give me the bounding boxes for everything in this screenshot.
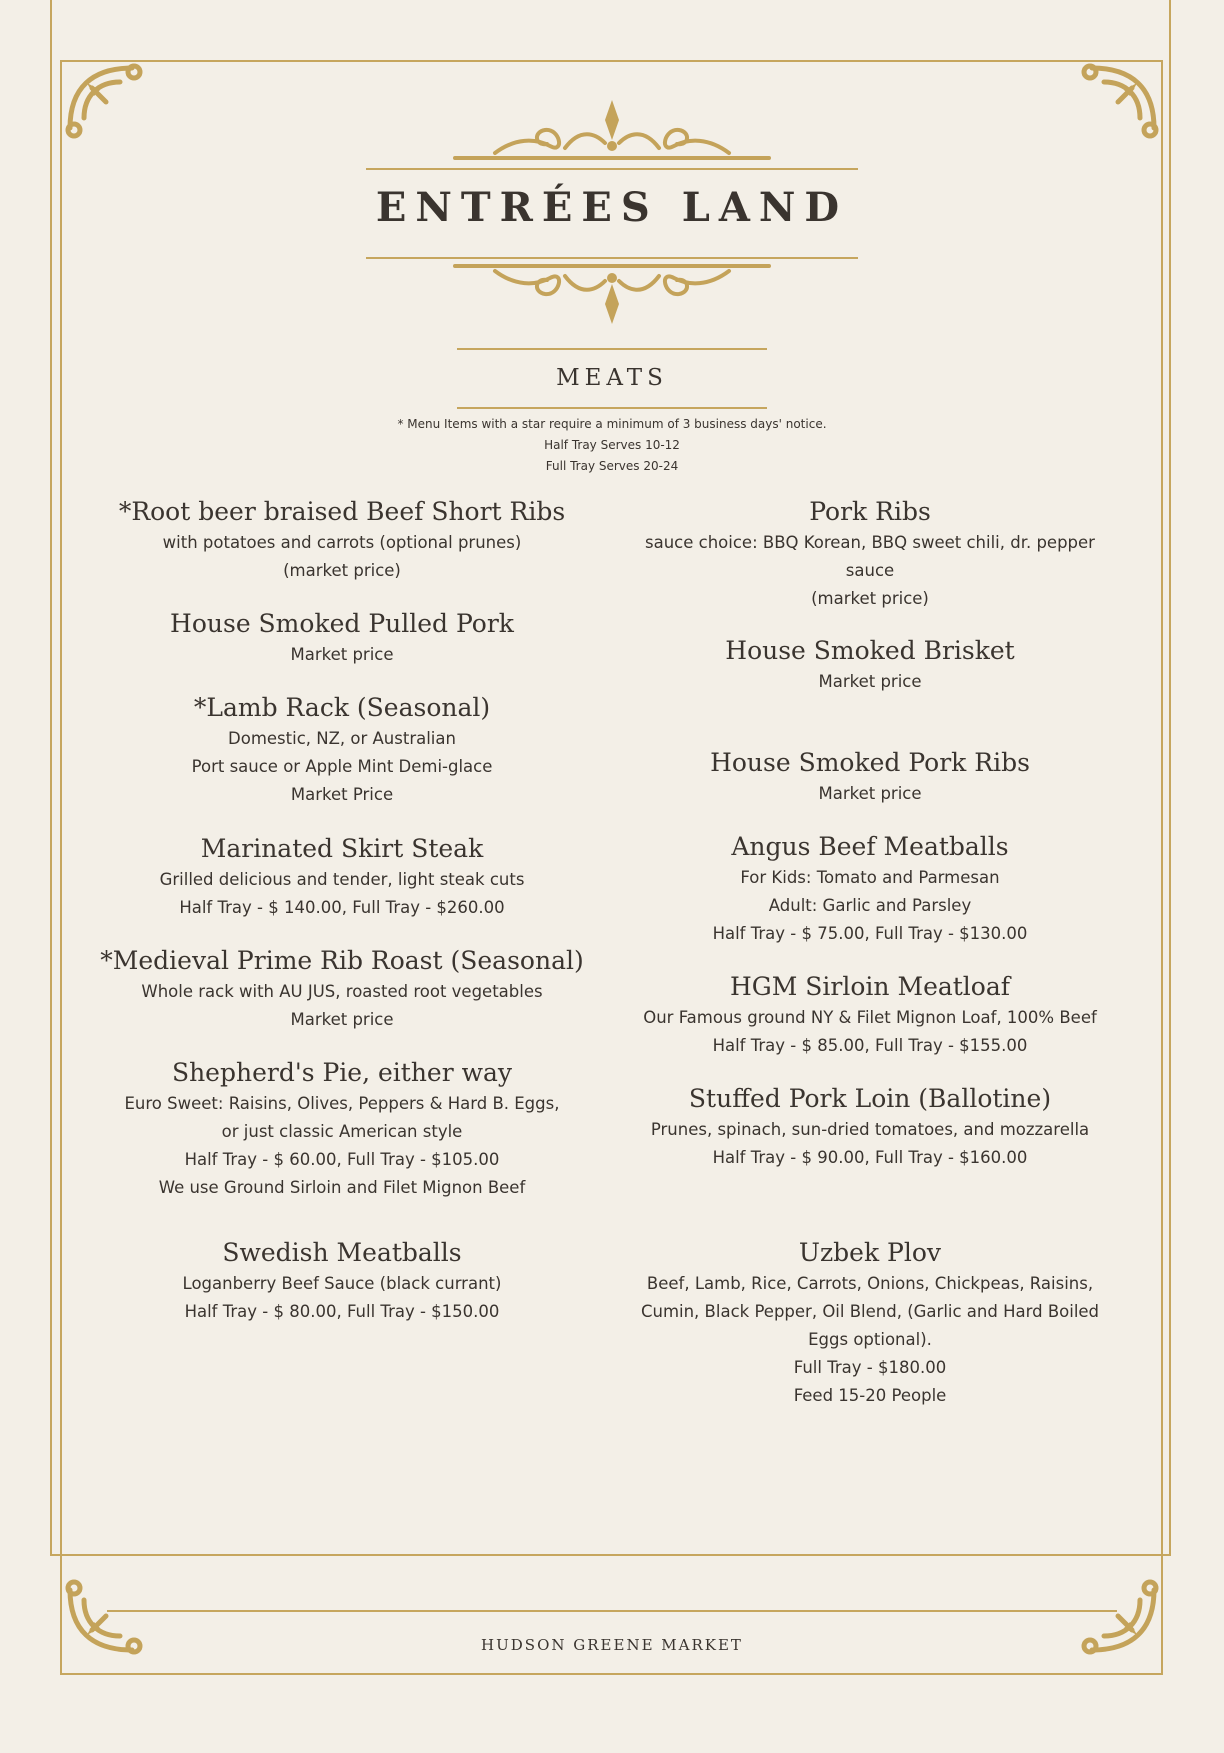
- title-rule-top: [366, 168, 858, 170]
- menu-item-desc: Domestic, NZ, or Australian: [228, 729, 456, 748]
- page-title: ENTRÉES LAND: [375, 184, 849, 231]
- section-title: MEATS: [556, 365, 668, 391]
- menu-item-desc: Half Tray - $ 75.00, Full Tray - $130.00: [712, 924, 1028, 943]
- section-rule-bottom: [457, 407, 767, 409]
- menu-item: [72, 1236, 612, 1326]
- frame-inner-right: [1161, 60, 1163, 1675]
- menu-item-desc: Adult: Garlic and Parsley: [768, 896, 972, 915]
- menu-item-desc: Half Tray - $ 60.00, Full Tray - $105.00: [184, 1150, 500, 1169]
- menu-item-name: *Lamb Rack (Seasonal): [193, 693, 491, 722]
- menu-item-desc: Eggs optional).: [808, 1330, 932, 1349]
- menu-item: [72, 1056, 612, 1202]
- menu-item-desc: Market price: [818, 784, 922, 803]
- frame-bottom: [60, 1673, 1163, 1675]
- menu-item-desc: Half Tray - $ 85.00, Full Tray - $155.00: [712, 1036, 1028, 1055]
- menu-item-desc: We use Ground Sirloin and Filet Mignon Beef: [158, 1178, 526, 1197]
- note-line: Full Tray Serves 20-24: [545, 459, 679, 473]
- menu-item-desc: Euro Sweet: Raisins, Olives, Peppers & Hard B. Eggs,: [124, 1094, 560, 1113]
- menu-item-name: Pork Ribs: [809, 497, 931, 526]
- menu-item-desc: For Kids: Tomato and Parmesan: [740, 868, 1000, 887]
- note-line: * Menu Items with a star require a minimum of 3 business days' notice.: [397, 417, 827, 431]
- menu-item: [72, 691, 612, 809]
- menu-item-name: Stuffed Pork Loin (Ballotine): [688, 1084, 1052, 1113]
- menu-item-name: House Smoked Pulled Pork: [170, 609, 514, 638]
- flourish-top-icon: [455, 98, 769, 160]
- menu-item-desc: Half Tray - $ 80.00, Full Tray - $150.00: [184, 1302, 500, 1321]
- footer-brand: HUDSON GREENE MARKET: [481, 1636, 743, 1654]
- section-rule-top: [457, 348, 767, 350]
- menu-item-desc: Market price: [290, 1010, 394, 1029]
- menu-item-desc: with potatoes and carrots (optional prunes): [162, 533, 522, 552]
- menu-item-name: House Smoked Pork Ribs: [710, 748, 1030, 777]
- menu-item-desc: Market price: [290, 645, 394, 664]
- footer-rule: [107, 1610, 1117, 1612]
- menu-item: [600, 1236, 1140, 1410]
- menu-item-desc: Cumin, Black Pepper, Oil Blend, (Garlic and Hard Boiled: [640, 1302, 1100, 1321]
- notes: [0, 414, 1224, 477]
- menu-item-desc: sauce choice: BBQ Korean, BBQ sweet chili, dr. pepper: [645, 533, 1095, 552]
- frame-mid: [50, 1554, 1171, 1556]
- menu-item-desc: Whole rack with AU JUS, roasted root vegetables: [141, 982, 543, 1001]
- menu-item: [600, 495, 1140, 613]
- menu-item: [600, 1082, 1140, 1172]
- menu-item-desc: Market price: [818, 672, 922, 691]
- note-line: Half Tray Serves 10-12: [544, 438, 680, 452]
- menu-item: [600, 746, 1140, 808]
- menu-item: [72, 944, 612, 1034]
- flourish-bottom-icon: [455, 264, 769, 326]
- menu-item-desc: Full Tray - $180.00: [793, 1358, 947, 1377]
- menu-item-desc: or just classic American style: [221, 1122, 463, 1141]
- frame-outer-left: [50, 0, 52, 1556]
- menu-item-desc: (market price): [283, 561, 401, 580]
- menu-item-desc: Half Tray - $ 140.00, Full Tray - $260.00: [179, 898, 505, 917]
- menu-item-desc: (market price): [811, 589, 929, 608]
- corner-ornament-icon: [1072, 58, 1162, 148]
- frame-outer-right: [1169, 0, 1171, 1556]
- menu-item-desc: Grilled delicious and tender, light steak cuts: [159, 870, 525, 889]
- frame-inner-left: [60, 60, 62, 1675]
- menu-item-desc: Feed 15-20 People: [793, 1386, 947, 1405]
- menu-item: [600, 970, 1140, 1060]
- menu-item-name: Swedish Meatballs: [222, 1238, 462, 1267]
- menu-item: [72, 607, 612, 669]
- frame-top: [60, 60, 1163, 62]
- menu-item-desc: Market Price: [290, 785, 394, 804]
- menu-item-desc: Prunes, spinach, sun-dried tomatoes, and mozzarella: [650, 1120, 1090, 1139]
- menu-item-desc: Port sauce or Apple Mint Demi-glace: [191, 757, 493, 776]
- menu-item-name: *Root beer braised Beef Short Ribs: [118, 497, 566, 526]
- menu-item: [72, 495, 612, 585]
- menu-item-desc: Beef, Lamb, Rice, Carrots, Onions, Chickpeas, Raisins,: [646, 1274, 1094, 1293]
- title-rule-bottom: [366, 257, 858, 259]
- menu-item-name: *Medieval Prime Rib Roast (Seasonal): [100, 946, 584, 975]
- menu-item-desc: sauce: [845, 561, 895, 580]
- menu-item-name: Shepherd's Pie, either way: [171, 1058, 513, 1087]
- menu-item-name: Uzbek Plov: [798, 1238, 942, 1267]
- menu-item: [600, 830, 1140, 948]
- menu-item-desc: Loganberry Beef Sauce (black currant): [182, 1274, 502, 1293]
- menu-item: [72, 832, 612, 922]
- menu-item-desc: Our Famous ground NY & Filet Mignon Loaf, 100% Beef: [643, 1008, 1097, 1027]
- menu-item-name: Marinated Skirt Steak: [200, 834, 484, 863]
- menu-item-name: House Smoked Brisket: [725, 636, 1015, 665]
- corner-ornament-icon: [62, 58, 152, 148]
- menu-item-desc: Half Tray - $ 90.00, Full Tray - $160.00: [712, 1148, 1028, 1167]
- menu-item-name: HGM Sirloin Meatloaf: [729, 972, 1011, 1001]
- menu-item: [600, 634, 1140, 696]
- menu-item-name: Angus Beef Meatballs: [731, 832, 1009, 861]
